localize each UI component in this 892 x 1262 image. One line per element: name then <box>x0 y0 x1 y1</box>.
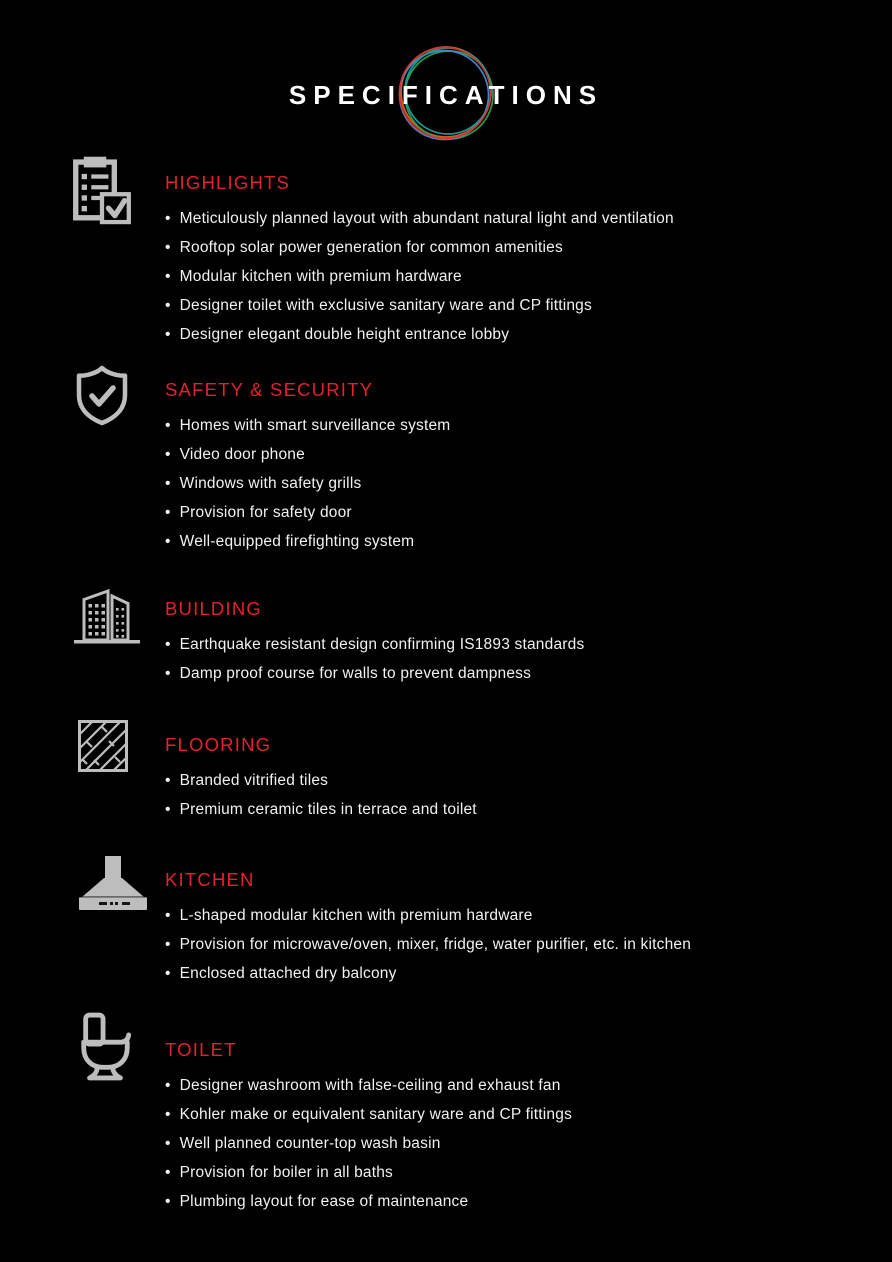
page-header <box>0 0 892 150</box>
section-content <box>165 361 892 556</box>
specifications-sections <box>0 150 892 1216</box>
section-title: SAFETY & SECURITY <box>165 379 374 400</box>
bullet-dot: • <box>165 1135 171 1152</box>
section-items <box>165 411 862 556</box>
checklist-icon <box>72 152 132 230</box>
section-building <box>0 580 892 688</box>
bullet-dot: • <box>165 772 171 789</box>
spec-item <box>165 233 862 262</box>
spec-item <box>165 411 862 440</box>
section-title: BUILDING <box>165 598 262 619</box>
bullet-dot: • <box>165 936 171 953</box>
bullet-dot: • <box>165 665 171 682</box>
spec-item-text: Earthquake resistant design confirming IS1893 standards <box>179 636 585 653</box>
spec-item <box>165 440 862 469</box>
section-items <box>165 766 862 824</box>
section-items <box>165 204 862 349</box>
section-toilet <box>0 1009 892 1216</box>
spec-item <box>165 795 862 824</box>
bullet-dot: • <box>165 1164 171 1181</box>
spec-item <box>165 1158 862 1187</box>
section-title: KITCHEN <box>165 869 255 890</box>
spec-item-text: Branded vitrified tiles <box>179 772 329 789</box>
section-icon-column <box>0 1009 165 1083</box>
spec-item-text: Meticulously planned layout with abundant natural light and ventilation <box>179 210 674 227</box>
bullet-dot: • <box>165 533 171 550</box>
spec-item-text: Kohler make or equivalent sanitary ware and CP fittings <box>179 1106 573 1123</box>
spec-item <box>165 959 862 988</box>
bullet-dot: • <box>165 239 171 256</box>
bullet-dot: • <box>165 636 171 653</box>
spec-item-text: Video door phone <box>179 446 305 463</box>
spec-item <box>165 469 862 498</box>
section-icon-column <box>0 580 165 644</box>
spec-item <box>165 204 862 233</box>
section-safety-security <box>0 361 892 556</box>
spec-item-text: Plumbing layout for ease of maintenance <box>179 1193 469 1210</box>
spec-item-text: Well-equipped firefighting system <box>179 533 415 550</box>
bullet-dot: • <box>165 268 171 285</box>
bullet-dot: • <box>165 801 171 818</box>
bullet-dot: • <box>165 907 171 924</box>
chimney-hood-icon <box>74 855 154 911</box>
page-title: SPECIFICATIONS <box>288 80 604 110</box>
bullet-dot: • <box>165 1106 171 1123</box>
spec-item <box>165 659 862 688</box>
bullet-dot: • <box>165 1193 171 1210</box>
bullet-dot: • <box>165 417 171 434</box>
spec-item-text: Designer washroom with false-ceiling and exhaust fan <box>179 1077 561 1094</box>
section-icon-column <box>0 851 165 911</box>
buildings-icon <box>72 586 142 644</box>
tiles-icon <box>78 720 128 772</box>
spec-item-text: Well planned counter-top wash basin <box>179 1135 441 1152</box>
spec-item <box>165 630 862 659</box>
spec-item <box>165 291 862 320</box>
spec-item-text: Provision for safety door <box>179 504 352 521</box>
spec-item <box>165 1187 862 1216</box>
bullet-dot: • <box>165 1077 171 1094</box>
section-title: HIGHLIGHTS <box>165 172 291 193</box>
spec-item <box>165 1129 862 1158</box>
spec-item-text: Provision for microwave/oven, mixer, fridge, water purifier, etc. in kitchen <box>179 936 692 953</box>
spec-item <box>165 901 862 930</box>
section-content <box>165 851 892 988</box>
spec-item-text: Enclosed attached dry balcony <box>179 965 397 982</box>
spec-item-text: Designer elegant double height entrance lobby <box>179 326 510 343</box>
section-icon-column <box>0 361 165 427</box>
section-icon-column <box>0 150 165 230</box>
section-items <box>165 1071 862 1216</box>
bullet-dot: • <box>165 475 171 492</box>
section-icon-column <box>0 716 165 772</box>
section-items <box>165 630 862 688</box>
bullet-dot: • <box>165 210 171 227</box>
section-content <box>165 580 892 688</box>
spec-item-text: Modular kitchen with premium hardware <box>179 268 462 285</box>
bullet-dot: • <box>165 504 171 521</box>
bullet-dot: • <box>165 965 171 982</box>
spec-item <box>165 766 862 795</box>
bullet-dot: • <box>165 326 171 343</box>
spec-item <box>165 320 862 349</box>
bullet-dot: • <box>165 297 171 314</box>
shield-check-icon <box>70 363 134 427</box>
spec-item-text: L-shaped modular kitchen with premium hardware <box>179 907 533 924</box>
section-items <box>165 901 862 988</box>
spec-item <box>165 1100 862 1129</box>
spec-item-text: Homes with smart surveillance system <box>179 417 451 434</box>
spec-item <box>165 498 862 527</box>
spec-item <box>165 527 862 556</box>
toilet-icon <box>76 1011 134 1083</box>
spec-item-text: Provision for boiler in all baths <box>179 1164 394 1181</box>
bullet-dot: • <box>165 446 171 463</box>
spec-item-text: Rooftop solar power generation for common amenities <box>179 239 563 256</box>
section-highlights <box>0 150 892 349</box>
spec-item-text: Designer toilet with exclusive sanitary ware and CP fittings <box>179 297 592 314</box>
section-content <box>165 716 892 824</box>
spec-item <box>165 1071 862 1100</box>
section-title: TOILET <box>165 1039 237 1060</box>
section-flooring <box>0 716 892 824</box>
spec-item <box>165 930 862 959</box>
section-title: FLOORING <box>165 734 272 755</box>
spec-item-text: Premium ceramic tiles in terrace and toilet <box>179 801 477 818</box>
section-content <box>165 1009 892 1216</box>
section-content <box>165 150 892 349</box>
section-kitchen <box>0 851 892 988</box>
spec-item <box>165 262 862 291</box>
spec-item-text: Windows with safety grills <box>179 475 362 492</box>
spec-item-text: Damp proof course for walls to prevent dampness <box>179 665 532 682</box>
